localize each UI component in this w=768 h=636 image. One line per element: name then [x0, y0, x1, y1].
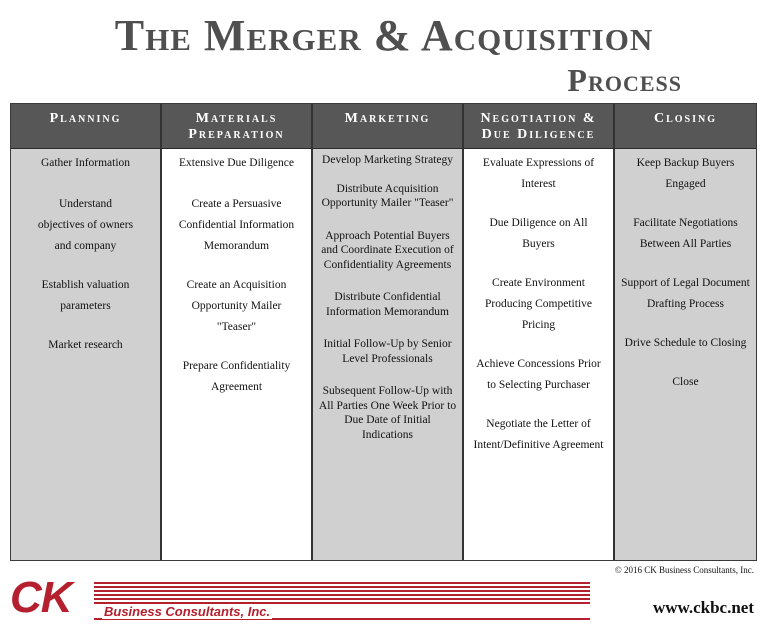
list-item: Due Diligence on All Buyers — [489, 217, 588, 250]
list-item: Establish valuation parameters — [41, 279, 130, 312]
list-item: Extensive Due Diligence — [179, 157, 294, 169]
column-marketing — [313, 104, 464, 560]
list-item: Create a Persuasive Confidential Information Memorandum — [178, 198, 295, 252]
list-item: Develop Marketing Strategy — [322, 154, 453, 166]
column-body-negotiation-due-diligence — [464, 149, 613, 560]
column-closing — [615, 104, 756, 560]
list-item: Achieve Concessions Prior to Selecting Purchaser — [476, 358, 601, 391]
website-link[interactable]: www.ckbc.net — [652, 598, 754, 617]
column-body-closing — [615, 149, 756, 560]
column-body-planning — [11, 149, 160, 560]
column-body-materials-preparation — [162, 149, 311, 560]
column-heading-marketing: Marketing — [313, 104, 462, 149]
column-heading-materials-preparation: Materials Preparation — [162, 104, 311, 149]
column-heading-planning: Planning — [11, 104, 160, 149]
list-item: Understand objectives of owners and company — [37, 198, 134, 252]
list-item: Keep Backup Buyers Engaged — [636, 157, 735, 190]
process-table — [10, 103, 757, 561]
list-item: Close — [672, 376, 699, 388]
list-item: Support of Legal Document Drafting Process — [621, 277, 750, 310]
column-materials-preparation — [162, 104, 313, 560]
column-heading-negotiation-due-diligence: Negotiation & Due Diligence — [464, 104, 613, 149]
column-negotiation-due-diligence — [464, 104, 615, 560]
list-item: Gather Information — [40, 157, 131, 169]
list-item: Evaluate Expressions of Interest — [482, 157, 595, 190]
company-name: Business Consultants, Inc. — [104, 604, 271, 619]
list-item: Create an Acquisition Opportunity Mailer "Teaser" — [186, 279, 287, 333]
list-item: Distribute Confidential Information Memorandum — [326, 291, 449, 318]
list-item: Negotiate the Letter of Intent/Definitive Agreement — [473, 418, 604, 451]
list-item: Market research — [48, 339, 123, 351]
column-body-marketing — [313, 149, 462, 560]
list-item: Approach Potential Buyers and Coordinate Execution of Confidentiality Agreements — [321, 229, 454, 271]
list-item: Distribute Acquisition Opportunity Mailer "Teaser" — [321, 182, 454, 209]
list-item: Initial Follow-Up by Senior Level Professionals — [323, 338, 452, 365]
list-item: Prepare Confidentiality Agreement — [182, 360, 291, 393]
company-logo — [10, 573, 590, 626]
column-heading-closing: Closing — [615, 104, 756, 149]
column-planning — [11, 104, 162, 560]
list-item: Drive Schedule to Closing — [624, 337, 747, 349]
page-subtitle: Process — [567, 62, 682, 98]
list-item: Create Environment Producing Competitive Pricing — [484, 277, 592, 331]
page-title: The Merger & Acquisition — [114, 11, 654, 60]
logo-mark: CK — [10, 573, 72, 622]
list-item: Subsequent Follow-Up with All Parties One Week Prior to Due Date of Initial Indications — [318, 385, 457, 441]
copyright-notice: © 2016 CK Business Consultants, Inc. — [614, 565, 754, 575]
list-item: Facilitate Negotiations Between All Parties — [633, 217, 738, 250]
